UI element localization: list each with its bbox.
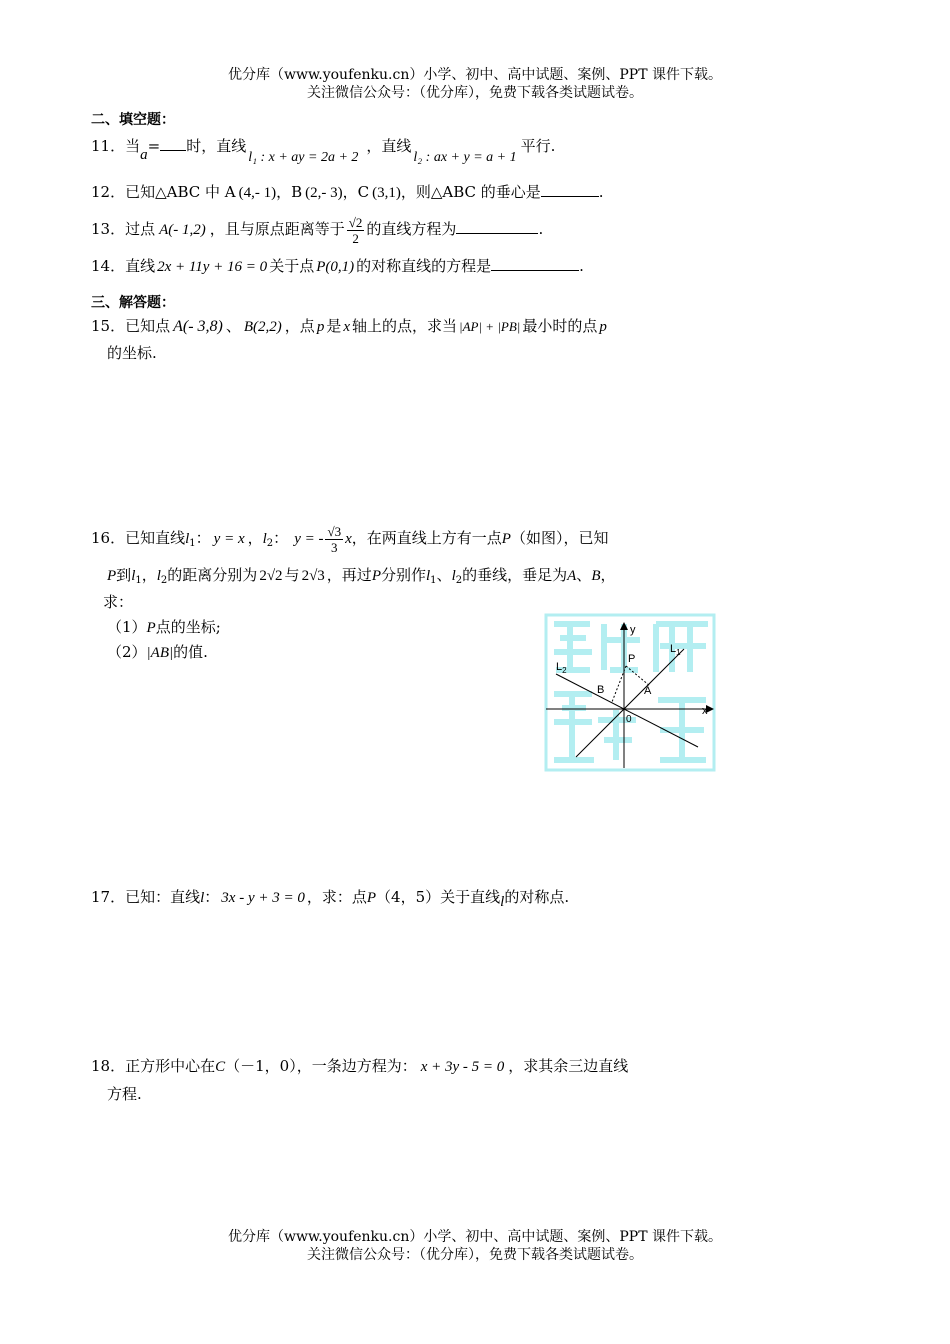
footer-line-1: 优分库（www.youfenku.cn）小学、初中、高中试题、案例、PPT 课件下载。 xyxy=(227,1229,722,1245)
q16-sub1-p: P xyxy=(146,620,156,636)
q11-line-l1-equation: l₁ : x + ay = 2a + 2 xyxy=(248,150,359,165)
point-p-label: P xyxy=(628,653,636,665)
q13-text: ，且与原点距离等于 xyxy=(209,220,345,238)
q16-l2: l xyxy=(451,568,456,584)
q16-fraction-numerator: √3 xyxy=(327,523,342,539)
q16-point-p: P xyxy=(371,568,381,584)
q16-text: ，再过 xyxy=(326,566,372,584)
question-14 xyxy=(91,256,584,277)
q12-answer-blank xyxy=(541,196,599,197)
q14-answer-blank xyxy=(491,270,579,271)
q15-point-b: B(2,2) xyxy=(243,319,282,335)
q16-eq2-right: x xyxy=(345,531,352,547)
q17-text: ，求：点 xyxy=(306,888,367,906)
q16-l2-sub: 2 xyxy=(455,575,463,586)
q16-text: 的垂线，垂足为 xyxy=(462,566,568,584)
q16-l2-sub: 2 xyxy=(266,538,274,549)
point-a-label: A xyxy=(644,685,652,697)
q16-fraction-denominator: 3 xyxy=(331,539,338,555)
q15-var-p2: p xyxy=(599,319,607,335)
q16-sub2-ab: |AB| xyxy=(146,645,174,661)
q16-foot-a: A xyxy=(567,568,577,584)
q11-text: 时，直线 xyxy=(186,137,247,155)
q14-text: 关于点 xyxy=(269,257,315,275)
q13-number: 13． xyxy=(91,220,126,238)
q18-number: 18． xyxy=(91,1057,126,1075)
header-line-2: 关注微信公众号：（优分库），免费下载各类试题试卷。 xyxy=(307,85,643,101)
q15-text: ，点 xyxy=(284,317,315,335)
q15-text: 、 xyxy=(225,317,241,335)
q13-fraction-numerator: √2 xyxy=(348,214,363,230)
q12-text: ，C xyxy=(342,183,370,201)
q15-var-p: p xyxy=(316,319,325,335)
q12-text: 已知△ABC 中 A xyxy=(125,183,236,201)
q17-text: 已知：直线 xyxy=(125,888,201,906)
q17-text: （4，5）关于直线 xyxy=(376,888,501,906)
q14-text: 直线 xyxy=(125,257,156,275)
q12-point-b: (2,- 3) xyxy=(305,185,343,201)
q14-point-p: P(0,1) xyxy=(316,259,355,275)
q16-text: 、 xyxy=(436,566,452,584)
q16-number: 16． xyxy=(91,529,126,547)
q11-eq-sign: = xyxy=(147,137,161,155)
q16-l1-sub: 1 xyxy=(430,575,437,586)
q16-text: ， xyxy=(247,529,263,547)
question-16-line-1 xyxy=(91,516,608,566)
q18-equation: x + 3y - 5 = 0 xyxy=(420,1059,505,1075)
q15-text: 是 xyxy=(326,317,342,335)
q16-text: 、 xyxy=(576,566,592,584)
watermark-seal xyxy=(546,615,714,770)
q16-point-p: P xyxy=(501,531,511,547)
q16-ask: 求： xyxy=(103,593,134,611)
y-axis-label: y xyxy=(630,624,636,636)
q16-eq2-left: y = - xyxy=(294,531,324,547)
q16-sub2-text: 的值. xyxy=(173,643,208,661)
q16-text: 到 xyxy=(116,566,132,584)
section-title-solutions: 三、解答题： xyxy=(91,295,175,311)
q16-l2: l xyxy=(156,568,161,584)
q11-number: 11． xyxy=(91,137,126,155)
q16-distance-2: 2√3 xyxy=(301,568,325,584)
q14-text: 的对称直线的方程是 xyxy=(356,257,492,275)
footer-line-2: 关注微信公众号：（优分库），免费下载各类试题试卷。 xyxy=(307,1247,643,1263)
q11-text: 平行. xyxy=(520,137,556,155)
q16-l1: l xyxy=(185,531,190,547)
q12-text: ，则△ABC 的垂心是 xyxy=(400,183,541,201)
q16-fraction xyxy=(325,524,343,555)
q16-sub-question-1 xyxy=(107,617,221,638)
q11-text: 当 xyxy=(125,137,141,155)
q16-text: ，在两直线上方有一点 xyxy=(351,529,502,547)
q13-text: 过点 xyxy=(125,220,156,238)
q15-text: 已知点 xyxy=(125,317,171,335)
q16-sub1-index: （1） xyxy=(107,618,147,636)
q16-l2-sub: 2 xyxy=(160,575,168,586)
q18-text: ，求其余三边直线 xyxy=(508,1057,629,1075)
question-16-line-2 xyxy=(107,565,616,591)
q16-text: 分别作 xyxy=(380,566,426,584)
question-11 xyxy=(91,136,555,168)
q14-equation: 2x + 11y + 16 = 0 xyxy=(157,259,268,275)
q16-l1-sub: 1 xyxy=(135,575,142,586)
q15-point-a: A(- 3,8) xyxy=(173,318,223,335)
question-15 xyxy=(91,316,607,337)
q17-text: ： xyxy=(204,888,220,906)
q16-l1: l xyxy=(426,568,431,584)
q17-number: 17． xyxy=(91,888,126,906)
q14-number: 14． xyxy=(91,257,126,275)
q13-answer-blank xyxy=(456,233,538,234)
x-axis-label: x xyxy=(702,705,708,717)
q17-text: 的对称点. xyxy=(504,888,570,906)
q16-text: （如图），已知 xyxy=(510,529,609,547)
q16-sub2-index: （2） xyxy=(107,643,147,661)
q16-sub-question-2 xyxy=(107,642,208,663)
question-18 xyxy=(91,1056,628,1077)
q18-text: 正方形中心在 xyxy=(125,1057,216,1075)
q17-line-l: l xyxy=(500,894,505,910)
question-12 xyxy=(91,182,604,203)
q13-fraction-denominator: 2 xyxy=(352,230,359,246)
q15-number: 15． xyxy=(91,317,126,335)
header-line-1: 优分库（www.youfenku.cn）小学、初中、高中试题、案例、PPT 课件下载。 xyxy=(227,67,722,83)
q16-point-p: P xyxy=(107,568,117,584)
q16-eq1: y = x xyxy=(213,531,245,547)
q16-sub1-text: 点的坐标; xyxy=(155,618,221,636)
q16-text: ， xyxy=(141,566,157,584)
q16-figure xyxy=(540,610,720,775)
q11-var-a: a xyxy=(140,147,148,163)
q15-text: 轴上的点，求当 xyxy=(352,317,458,335)
q16-distance-1: 2√2 xyxy=(259,568,283,584)
q17-line-l: l xyxy=(200,890,205,906)
q18-continuation: 方程. xyxy=(107,1085,142,1103)
q13-fraction xyxy=(347,215,365,246)
q16-text: ： xyxy=(273,529,289,547)
q16-text: 的距离分别为 xyxy=(167,566,258,584)
q11-answer-blank xyxy=(160,150,186,151)
line-l2-label: $L_2$ xyxy=(556,661,567,675)
section-title-fill-in: 二、填空题： xyxy=(91,112,175,128)
q15-continuation: 的坐标. xyxy=(107,344,157,362)
q17-point-p: P xyxy=(366,890,377,906)
q12-text: ，B xyxy=(276,183,303,201)
q16-text: 已知直线 xyxy=(125,529,186,547)
q12-text: . xyxy=(598,183,604,201)
line-l1-label: $L_1$ xyxy=(670,643,681,657)
q13-text: 的直线方程为 xyxy=(366,220,457,238)
q15-expression: |AP| + |PB| xyxy=(459,319,521,334)
q18-center-c: C xyxy=(215,1059,226,1075)
q16-text: ： xyxy=(195,529,211,547)
q16-foot-b: B xyxy=(591,568,601,584)
q13-point-a: A(- 1,2) xyxy=(159,222,206,238)
q16-l1: l xyxy=(131,568,136,584)
q16-l1-sub: 1 xyxy=(189,538,196,549)
origin-label: 0 xyxy=(626,714,632,725)
q15-var-x: x xyxy=(343,319,350,335)
question-13 xyxy=(91,207,543,252)
q17-equation: 3x - y + 3 = 0 xyxy=(221,890,305,906)
q11-text: ，直线 xyxy=(366,137,412,155)
q11-line-l2-equation: l₂ : ax + y = a + 1 xyxy=(413,150,517,165)
q18-text: （－1，0），一条边方程为： xyxy=(225,1057,417,1075)
q14-text: . xyxy=(579,257,584,275)
q16-text: ， xyxy=(600,566,616,584)
q12-point-c: (3,1) xyxy=(372,185,401,201)
q15-text: 最小时的点 xyxy=(522,317,598,335)
question-17 xyxy=(91,887,569,912)
point-b-label: B xyxy=(597,684,605,696)
q16-l2: l xyxy=(262,531,267,547)
q12-point-a: (4,- 1) xyxy=(238,185,277,201)
q12-number: 12． xyxy=(91,183,126,201)
q16-text: 与 xyxy=(284,566,300,584)
q13-text: . xyxy=(538,220,544,238)
